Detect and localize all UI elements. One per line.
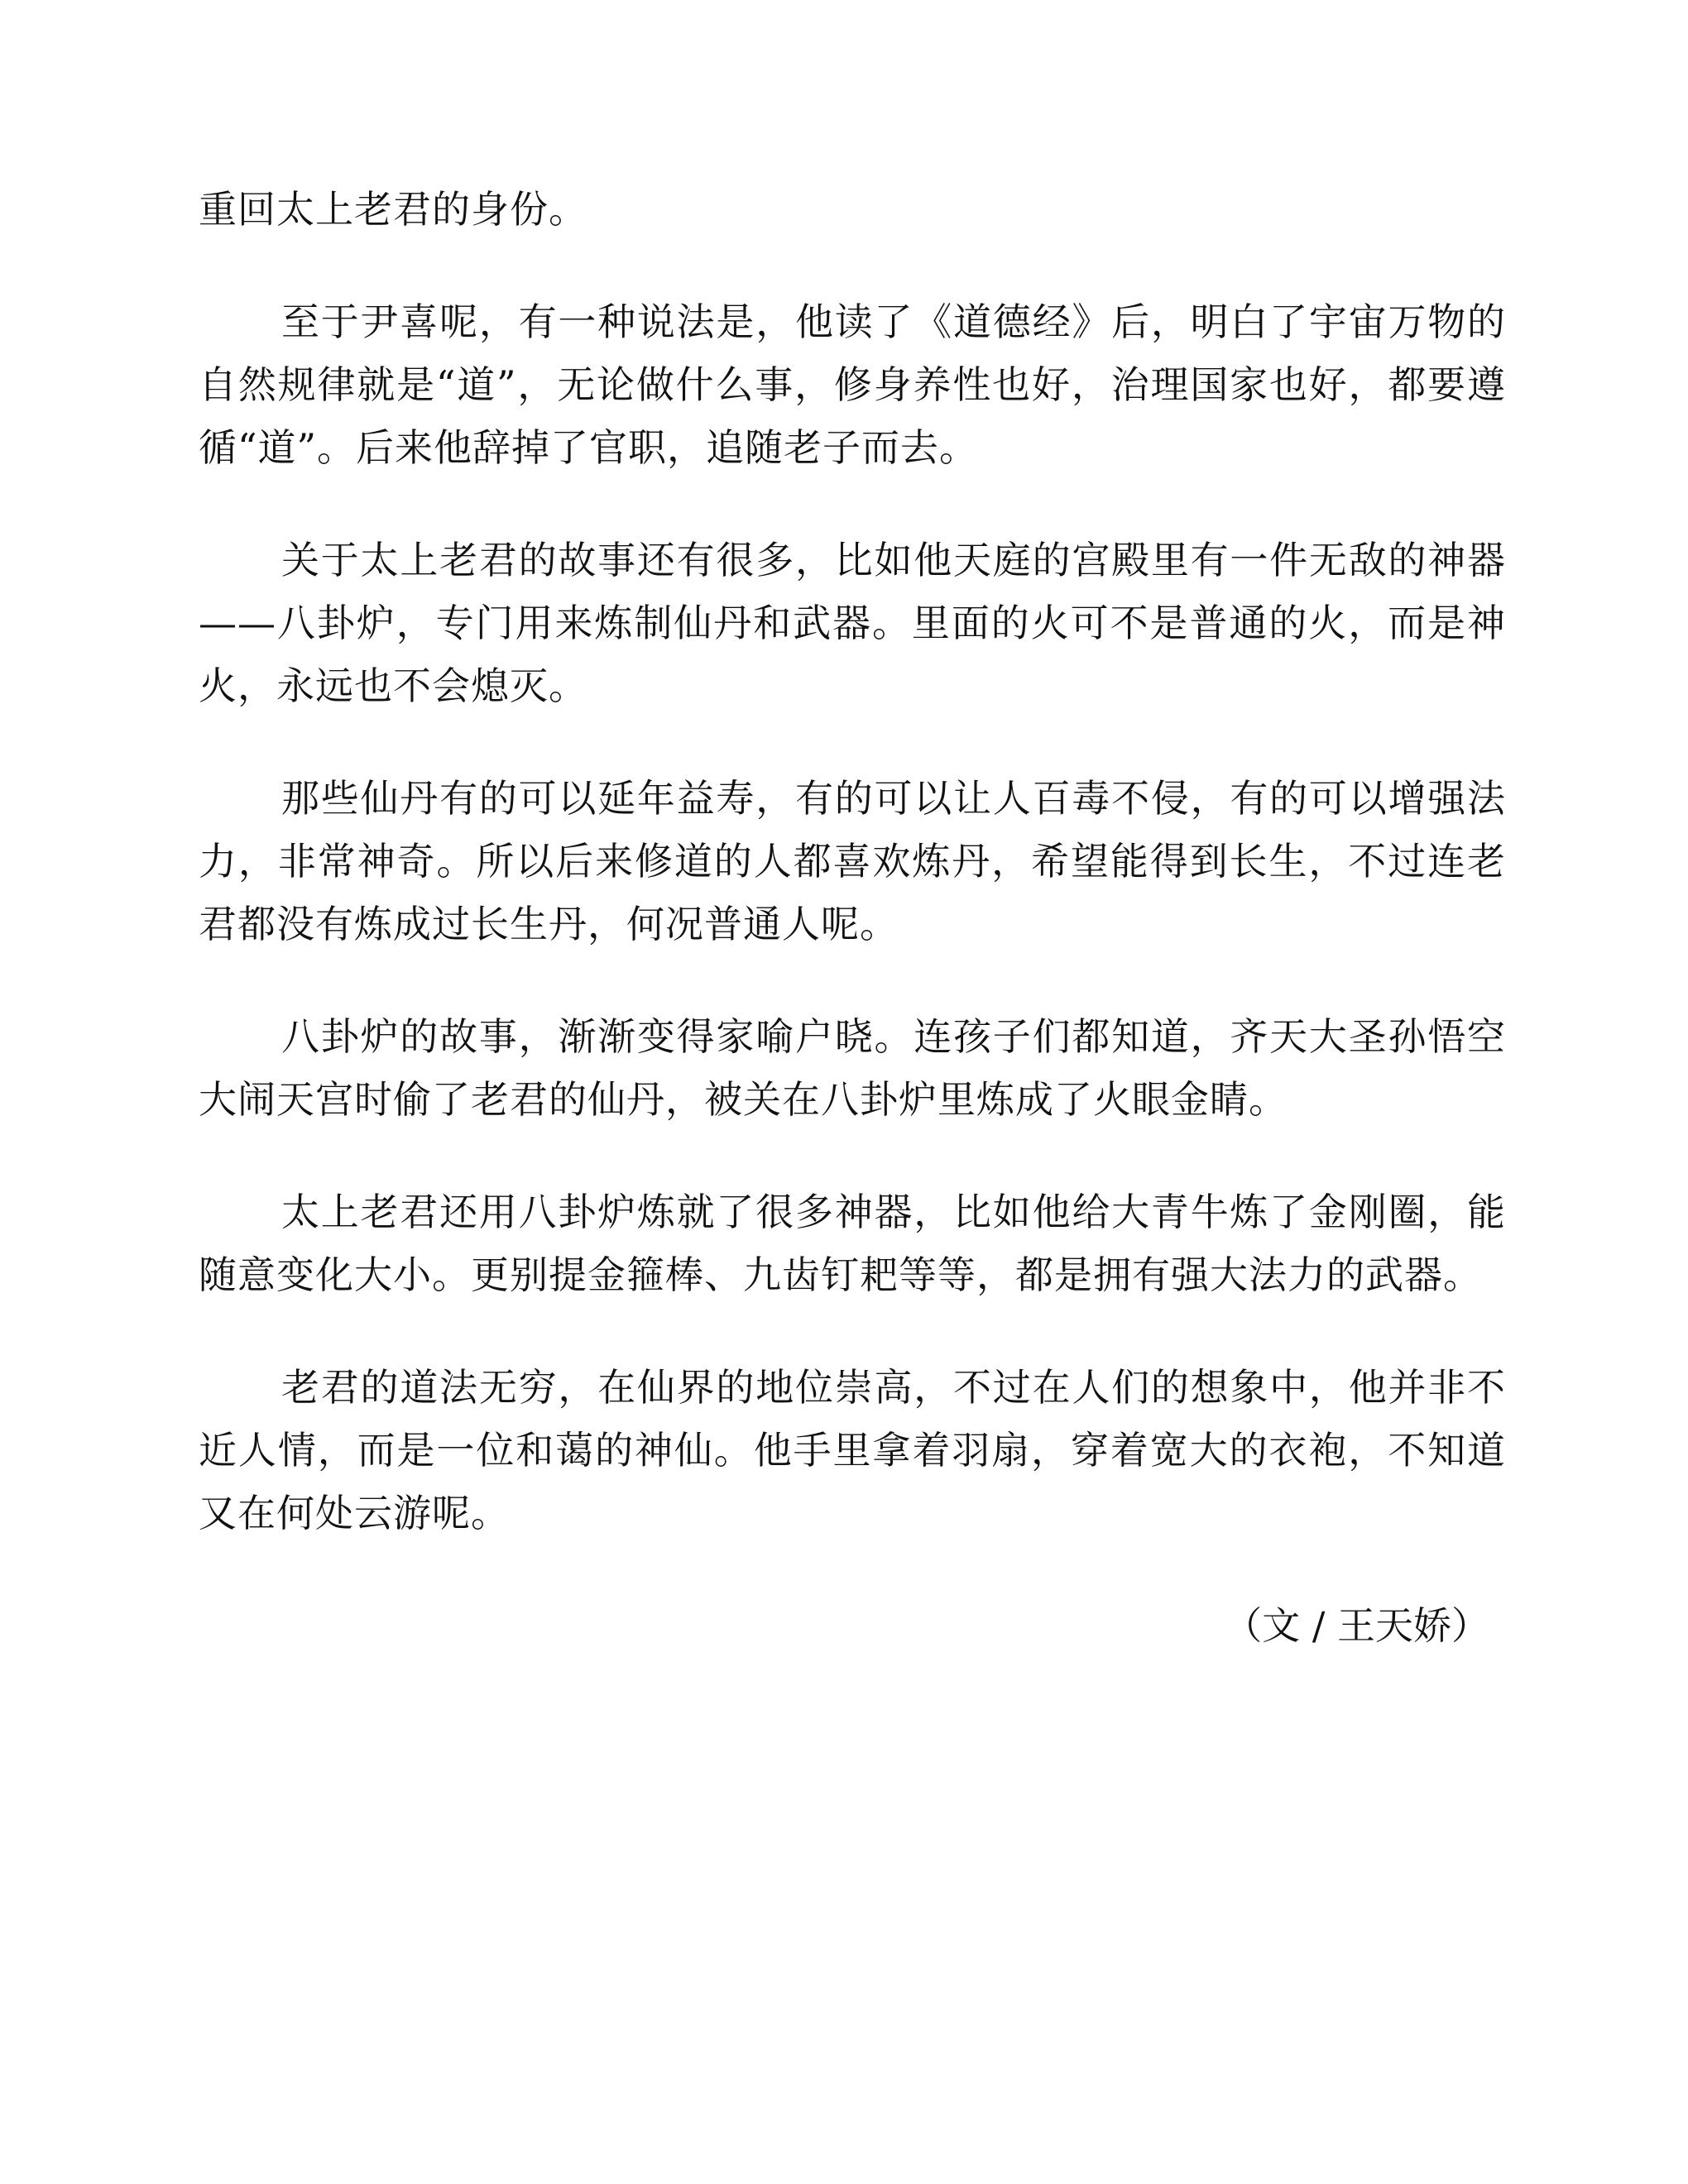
article-body — [199, 178, 1506, 1657]
paragraph-yinxi: 至于尹喜呢，有一种说法是，他读了《道德经》后，明白了宇宙万物的自然规律就是“道”，无论做什么事，修身养性也好，治理国家也好，都要遵循“道”。后来他辞掉了官职，追随老子而去。 — [199, 299, 1506, 470]
paragraph-bagualu: 关于太上老君的故事还有很多，比如他天庭的宫殿里有一件无敌的神器——八卦炉，专门用来炼制仙丹和武器。里面的火可不是普通的火，而是神火，永远也不会熄灭。 — [199, 538, 1506, 708]
author-attribution: （文 / 王天娇） — [1224, 1603, 1489, 1648]
paragraph-xiandan: 那些仙丹有的可以延年益寿，有的可以让人百毒不侵，有的可以增强法力，非常神奇。所以后来修道的人都喜欢炼丹，希望能得到长生，不过连老君都没有炼成过长生丹，何况普通人呢。 — [199, 776, 1506, 946]
paragraph-shenqi: 太上老君还用八卦炉炼就了很多神器，比如他给大青牛炼了金刚圈，能随意变化大小。更别提金箍棒、九齿钉耙等等，都是拥有强大法力的武器。 — [199, 1190, 1506, 1297]
paragraph-laojun: 老君的道法无穷，在仙界的地位崇高，不过在人们的想象中，他并非不近人情，而是一位和蔼的神仙。他手里拿着羽扇，穿着宽大的衣袍，不知道又在何处云游呢。 — [199, 1365, 1506, 1535]
paragraph-continuation: 重回太上老君的身份。 — [199, 187, 587, 232]
paragraph-sunwukong: 八卦炉的故事，渐渐变得家喻户晓。连孩子们都知道，齐天大圣孙悟空大闹天宫时偷了老君的仙丹，被关在八卦炉里炼成了火眼金睛。 — [199, 1014, 1506, 1122]
